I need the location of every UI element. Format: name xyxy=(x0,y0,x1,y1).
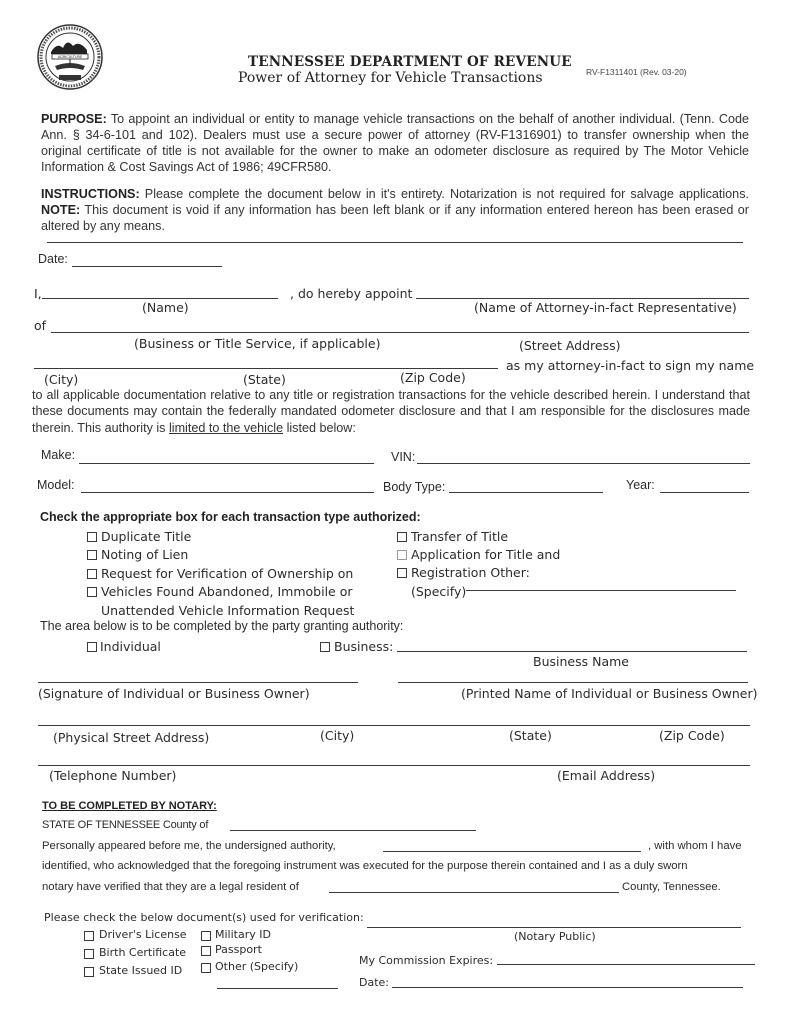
other-doc-checkbox[interactable] xyxy=(201,963,211,973)
vin-label: VIN: xyxy=(391,450,416,464)
signature-field[interactable] xyxy=(38,682,358,683)
vin-field[interactable] xyxy=(417,463,750,464)
make-field[interactable] xyxy=(79,463,374,464)
physical-street-caption: (Physical Street Address) xyxy=(53,730,210,745)
noting-of-lien-label: Noting of Lien xyxy=(101,547,189,562)
date-label: Date: xyxy=(38,252,68,266)
business-checkbox[interactable] xyxy=(320,642,330,652)
transactions-heading: Check the appropriate box for each transaction type authorized: xyxy=(40,510,421,524)
form-number: RV-F1311401 (Rev. 03-20) xyxy=(586,67,687,77)
birth-certificate-checkbox[interactable] xyxy=(84,949,94,959)
individual-checkbox[interactable] xyxy=(87,642,97,652)
purpose-label: PURPOSE: xyxy=(41,112,107,126)
instructions-text: Please complete the document below in it's entirety. Notarization is not required for salvage applications. xyxy=(139,187,749,201)
grantor-name-field[interactable] xyxy=(42,298,278,299)
verification-of-ownership-label: Request for Verification of Ownership on xyxy=(101,566,354,581)
model-field[interactable] xyxy=(81,492,374,493)
abandoned-vehicles-label: Vehicles Found Abandoned, Immobile or xyxy=(101,584,353,599)
appoint-text: , do hereby appoint xyxy=(290,286,413,301)
date-field[interactable] xyxy=(72,266,222,267)
transfer-of-title-checkbox[interactable] xyxy=(397,532,407,542)
body-type-label: Body Type: xyxy=(383,480,446,494)
whom-text: , with whom I have xyxy=(648,840,742,852)
purpose-text: To appoint an individual or entity to manage vehicle transactions on the behalf of another individual. (Tenn. Code Ann. § 34-6-101 and 102). Dealers must use a secure power of attorney (RV-F1316901) to transfer ownership when the original certificate of title is not available for the owner to make an odometer disclosure as required by The Motor Vehicle Information & Cost Savings Act of 1986; 49CFR580. xyxy=(41,112,749,174)
form-title: Power of Attorney for Vehicle Transactions xyxy=(238,70,543,86)
county-tennessee-text: County, Tennessee. xyxy=(622,881,721,893)
state-caption: (State) xyxy=(243,372,286,387)
state-issued-id-label: State Issued ID xyxy=(99,964,183,977)
year-label: Year: xyxy=(626,478,655,492)
business-label: Business: xyxy=(334,639,394,654)
military-id-label: Military ID xyxy=(215,928,271,941)
commission-expires-label: My Commission Expires: xyxy=(359,954,494,967)
body-type-field[interactable] xyxy=(449,492,603,493)
notary-heading: TO BE COMPLETED BY NOTARY: xyxy=(42,800,217,812)
verification-of-ownership-checkbox[interactable] xyxy=(87,569,97,579)
instructions-label: INSTRUCTIONS: xyxy=(41,187,140,201)
birth-certificate-label: Birth Certificate xyxy=(99,946,187,959)
city-caption: (City) xyxy=(44,372,79,387)
drivers-license-label: Driver's License xyxy=(99,928,187,941)
address-field[interactable] xyxy=(38,725,750,726)
passport-label: Passport xyxy=(215,943,262,956)
authority-text-end: listed below: xyxy=(283,420,356,435)
model-label: Model: xyxy=(37,478,75,492)
year-field[interactable] xyxy=(660,492,749,493)
authority-paragraph xyxy=(32,387,750,436)
notary-signature-field[interactable] xyxy=(367,927,741,928)
authority-text: to all applicable documentation relative to any title or registration transactions for the vehicle described herein. I understand that these documents may contain the federally mandated odometer disclosure and that I am responsible for the disclosures made therein. This authority is xyxy=(32,388,750,435)
duplicate-title-label: Duplicate Title xyxy=(101,529,192,544)
specify-label: (Specify) xyxy=(411,584,467,599)
sign-text: as my attorney-in-fact to sign my name xyxy=(506,358,755,373)
appeared-text: Personally appeared before me, the undersigned authority, xyxy=(42,840,336,852)
resident-text: notary have verified that they are a legal resident of xyxy=(42,881,299,893)
state-county-label: STATE OF TENNESSEE County of xyxy=(42,819,209,831)
make-label: Make: xyxy=(41,448,76,462)
specify-field[interactable] xyxy=(466,590,736,591)
grantor-state-caption: (State) xyxy=(509,728,552,743)
instructions-paragraph xyxy=(41,186,749,234)
business-name-field[interactable] xyxy=(397,651,747,652)
other-doc-label: Other (Specify) xyxy=(215,960,299,973)
note-label: NOTE: xyxy=(41,203,81,217)
city-state-zip-field[interactable] xyxy=(34,368,498,369)
business-address-field[interactable] xyxy=(51,332,749,333)
abandoned-vehicles-continuation: Unattended Vehicle Information Request xyxy=(101,603,355,618)
registration-other-label: Registration Other: xyxy=(411,565,530,580)
application-for-title-label: Application for Title and xyxy=(411,547,561,562)
department-name: TENNESSEE DEPARTMENT OF REVENUE xyxy=(248,54,572,70)
phone-email-field[interactable] xyxy=(38,765,750,766)
name-caption: (Name) xyxy=(142,300,189,315)
drivers-license-checkbox[interactable] xyxy=(84,931,94,941)
purpose-paragraph xyxy=(41,111,749,175)
state-seal-icon xyxy=(37,24,103,90)
zip-caption: (Zip Code) xyxy=(400,370,466,385)
resident-county-field[interactable] xyxy=(329,892,619,893)
verification-label: Please check the below document(s) used for verification: xyxy=(44,911,364,924)
grantor-city-caption: (City) xyxy=(320,728,355,743)
abandoned-vehicles-checkbox[interactable] xyxy=(87,587,97,597)
grantor-zip-caption: (Zip Code) xyxy=(659,728,725,743)
commission-expires-field[interactable] xyxy=(497,964,755,965)
notary-date-label: Date: xyxy=(359,976,389,989)
business-caption: (Business or Title Service, if applicable) xyxy=(134,336,381,351)
duplicate-title-checkbox[interactable] xyxy=(87,532,97,542)
grantor-intro: The area below is to be completed by the party granting authority: xyxy=(40,619,404,633)
state-issued-id-checkbox[interactable] xyxy=(84,967,94,977)
attorney-name-field[interactable] xyxy=(416,298,749,299)
authority-limited-text: limited to the vehicle xyxy=(168,420,284,435)
notary-public-caption: (Notary Public) xyxy=(514,930,596,943)
seal-text: AGRICULTURE xyxy=(57,55,83,59)
registration-other-checkbox[interactable] xyxy=(397,568,407,578)
printed-name-caption: (Printed Name of Individual or Business Owner) xyxy=(461,686,758,701)
transfer-of-title-label: Transfer of Title xyxy=(411,529,509,544)
i-label: I, xyxy=(34,286,42,301)
appeared-name-field[interactable] xyxy=(383,851,641,852)
telephone-caption: (Telephone Number) xyxy=(49,768,177,783)
street-caption: (Street Address) xyxy=(519,338,621,353)
attorney-caption: (Name of Attorney-in-fact Representative) xyxy=(474,300,737,315)
noting-of-lien-checkbox[interactable] xyxy=(87,550,97,560)
passport-checkbox[interactable] xyxy=(201,946,211,956)
other-doc-specify-field[interactable] xyxy=(217,988,338,989)
military-id-checkbox[interactable] xyxy=(201,931,211,941)
note-text: This document is void if any information has been left blank or if any information entered hereon has been erased or altered by any means. xyxy=(41,203,749,233)
signature-caption: (Signature of Individual or Business Owner) xyxy=(38,686,310,701)
of-label: of xyxy=(34,318,47,333)
notary-date-field[interactable] xyxy=(392,987,743,988)
individual-label: Individual xyxy=(100,639,161,654)
printed-name-field[interactable] xyxy=(398,682,748,683)
identified-text: identified, who acknowledged that the foregoing instrument was executed for the purpose therein contained and I as a duly sworn xyxy=(42,860,688,872)
section-divider xyxy=(47,242,743,243)
notary-county-field[interactable] xyxy=(230,830,476,831)
email-caption: (Email Address) xyxy=(557,768,656,783)
application-for-title-checkbox[interactable] xyxy=(397,550,407,560)
business-name-caption: Business Name xyxy=(533,654,629,669)
